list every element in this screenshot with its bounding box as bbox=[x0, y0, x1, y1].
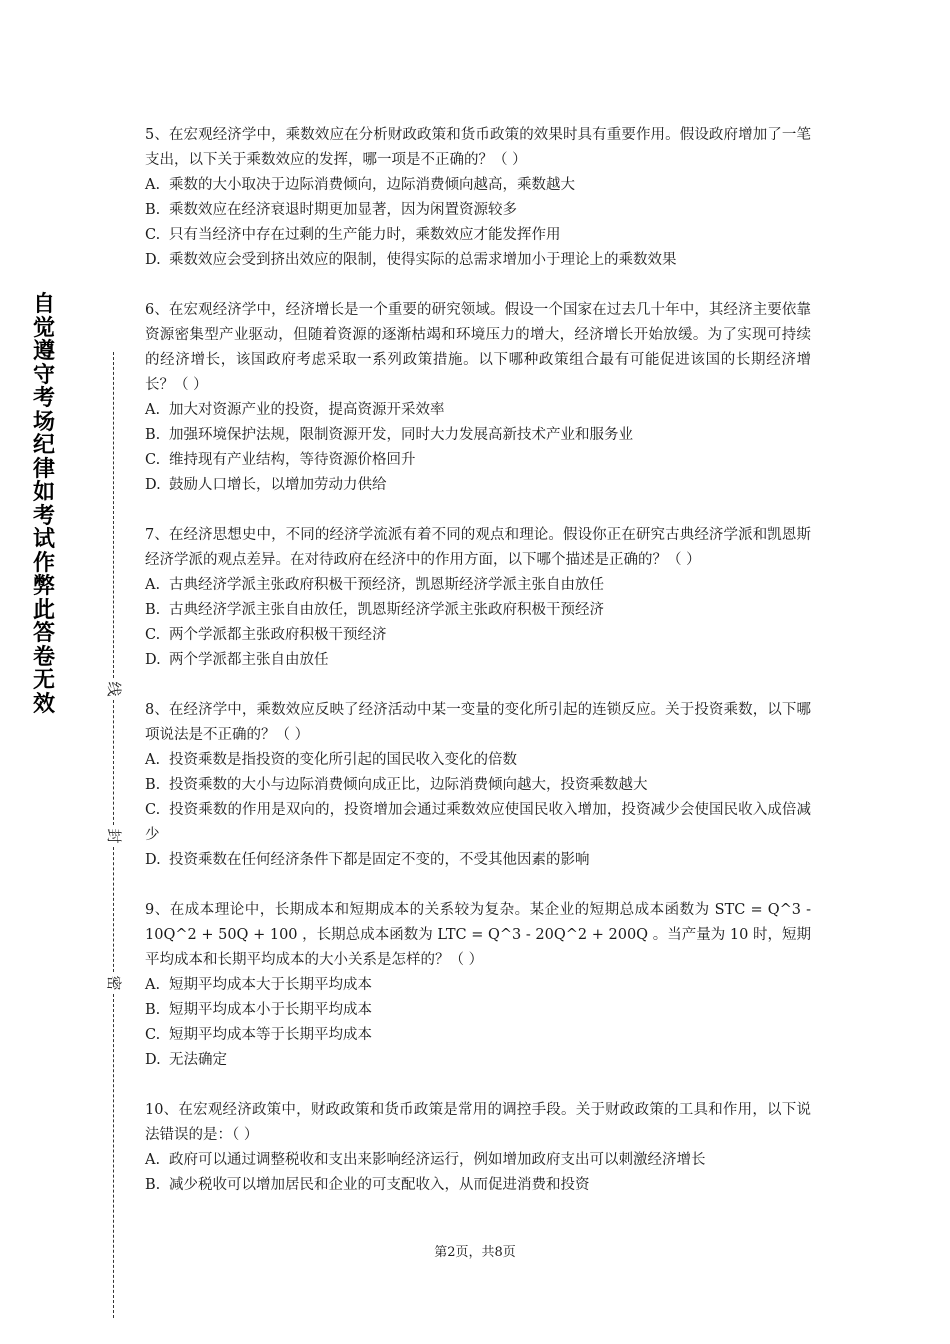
option-text: 两个学派都主张自由放任 bbox=[169, 652, 329, 668]
seal-mark-line: 线 bbox=[103, 679, 125, 699]
option-text: 鼓励人口增长，以增加劳动力供给 bbox=[169, 477, 387, 493]
option-text: 乘数效应会受到挤出效应的限制，使得实际的总需求增加小于理论上的乘数效果 bbox=[169, 252, 677, 268]
option-text: 无法确定 bbox=[169, 1052, 227, 1068]
option-text: 乘数效应在经济衰退时期更加显著，因为闲置资源较多 bbox=[169, 202, 517, 218]
question-6 bbox=[145, 298, 811, 498]
option-text: 投资乘数在任何经济条件下都是固定不变的，不受其他因素的影响 bbox=[169, 852, 590, 868]
question-stem: 6、在宏观经济学中，经济增长是一个重要的研究领域。假设一个国家在过去几十年中，其经济主要依靠资源密集型产业驱动，但随着资源的逐渐枯竭和环境压力的增大，经济增长开始放缓。为了实现可持续的经济增长，该国政府考虑采取一系列政策措施。以下哪种政策组合最有可能促进该国的长期经济增长？（ ） bbox=[145, 302, 811, 393]
option-label: D. bbox=[145, 852, 161, 868]
question-8 bbox=[145, 698, 811, 873]
binding-dashed-line bbox=[113, 847, 114, 972]
binding-dashed-line bbox=[113, 700, 114, 825]
option-label: C. bbox=[145, 227, 161, 243]
option-label: B. bbox=[145, 427, 161, 443]
option-label: A. bbox=[145, 577, 161, 593]
exam-discipline-warning: 自觉遵守考场纪律如考试作弊此答卷无效 bbox=[32, 292, 55, 717]
option-d bbox=[145, 248, 811, 273]
option-label: B. bbox=[145, 1177, 161, 1193]
option-d bbox=[145, 848, 811, 873]
option-text: 减少税收可以增加居民和企业的可支配收入，从而促进消费和投资 bbox=[169, 1177, 590, 1193]
option-b bbox=[145, 598, 811, 623]
option-text: 投资乘数的作用是双向的，投资增加会通过乘数效应使国民收入增加，投资减少会使国民收入成倍减少 bbox=[145, 802, 811, 843]
option-c bbox=[145, 798, 811, 848]
binding-dashed-line bbox=[113, 994, 114, 1318]
option-label: C. bbox=[145, 1027, 161, 1043]
option-text: 两个学派都主张政府积极干预经济 bbox=[169, 627, 387, 643]
option-b bbox=[145, 773, 811, 798]
question-list bbox=[145, 123, 811, 1223]
option-label: D. bbox=[145, 252, 161, 268]
option-a bbox=[145, 173, 811, 198]
option-label: B. bbox=[145, 202, 161, 218]
option-label: A. bbox=[145, 752, 161, 768]
option-text: 只有当经济中存在过剩的生产能力时，乘数效应才能发挥作用 bbox=[169, 227, 561, 243]
option-c bbox=[145, 1023, 811, 1048]
option-text: 加强环境保护法规，限制资源开发，同时大力发展高新技术产业和服务业 bbox=[169, 427, 633, 443]
option-text: 加大对资源产业的投资，提高资源开采效率 bbox=[169, 402, 445, 418]
option-label: B. bbox=[145, 777, 161, 793]
option-label: C. bbox=[145, 627, 161, 643]
question-stem: 10、在宏观经济政策中，财政政策和货币政策是常用的调控手段。关于财政政策的工具和作用，以下说法错误的是：（ ） bbox=[145, 1102, 811, 1143]
option-label: A. bbox=[145, 977, 161, 993]
option-label: A. bbox=[145, 402, 161, 418]
option-b bbox=[145, 998, 811, 1023]
question-stem: 5、在宏观经济学中，乘数效应在分析财政政策和货币政策的效果时具有重要作用。假设政府增加了一笔支出，以下关于乘数效应的发挥，哪一项是不正确的？（ ） bbox=[145, 127, 811, 168]
question-7 bbox=[145, 523, 811, 673]
option-text: 短期平均成本等于长期平均成本 bbox=[169, 1027, 372, 1043]
option-d bbox=[145, 648, 811, 673]
option-a bbox=[145, 973, 811, 998]
option-text: 短期平均成本小于长期平均成本 bbox=[169, 1002, 372, 1018]
question-10 bbox=[145, 1098, 811, 1198]
binding-dashed-line bbox=[113, 352, 114, 678]
option-text: 投资乘数的大小与边际消费倾向成正比，边际消费倾向越大，投资乘数越大 bbox=[169, 777, 648, 793]
option-a bbox=[145, 573, 811, 598]
option-b bbox=[145, 1173, 811, 1198]
option-label: B. bbox=[145, 1002, 161, 1018]
question-9 bbox=[145, 898, 811, 1073]
option-a bbox=[145, 398, 811, 423]
option-text: 短期平均成本大于长期平均成本 bbox=[169, 977, 372, 993]
option-text: 投资乘数是指投资的变化所引起的国民收入变化的倍数 bbox=[169, 752, 517, 768]
question-stem: 8、在经济学中，乘数效应反映了经济活动中某一变量的变化所引起的连锁反应。关于投资乘数，以下哪项说法是不正确的？（ ） bbox=[145, 702, 811, 743]
option-a bbox=[145, 1148, 811, 1173]
option-a bbox=[145, 748, 811, 773]
option-text: 政府可以通过调整税收和支出来影响经济运行，例如增加政府支出可以刺激经济增长 bbox=[169, 1152, 706, 1168]
option-b bbox=[145, 423, 811, 448]
page-number: 第2页，共8页 bbox=[434, 1245, 516, 1260]
option-label: D. bbox=[145, 477, 161, 493]
option-label: A. bbox=[145, 1152, 161, 1168]
option-c bbox=[145, 623, 811, 648]
option-label: B. bbox=[145, 602, 161, 618]
question-5 bbox=[145, 123, 811, 273]
seal-mark-secret: 密 bbox=[103, 973, 125, 993]
option-label: D. bbox=[145, 1052, 161, 1068]
option-d bbox=[145, 473, 811, 498]
option-label: A. bbox=[145, 177, 161, 193]
option-c bbox=[145, 448, 811, 473]
option-text: 维持现有产业结构，等待资源价格回升 bbox=[169, 452, 416, 468]
option-b bbox=[145, 198, 811, 223]
option-text: 乘数的大小取决于边际消费倾向，边际消费倾向越高，乘数越大 bbox=[169, 177, 575, 193]
seal-mark-seal: 封 bbox=[103, 826, 125, 846]
question-stem: 9、在成本理论中，长期成本和短期成本的关系较为复杂。某企业的短期总成本函数为 STC = Q^3 - 10Q^2 + 50Q + 100 ，长期总成本函数为 LTC = Q^3 - 20Q^2 + 200Q 。当产量为 10 时，短期平均成本和长期平均成本的大小关系是怎样的？（ ） bbox=[145, 902, 811, 968]
option-label: C. bbox=[145, 802, 161, 818]
option-text: 古典经济学派主张政府积极干预经济，凯恩斯经济学派主张自由放任 bbox=[169, 577, 604, 593]
option-c bbox=[145, 223, 811, 248]
option-label: D. bbox=[145, 652, 161, 668]
question-stem: 7、在经济思想史中，不同的经济学流派有着不同的观点和理论。假设你正在研究古典经济学派和凯恩斯经济学派的观点差异。在对待政府在经济中的作用方面，以下哪个描述是正确的？（ ） bbox=[145, 527, 811, 568]
option-d bbox=[145, 1048, 811, 1073]
option-text: 古典经济学派主张自由放任，凯恩斯经济学派主张政府积极干预经济 bbox=[169, 602, 604, 618]
option-label: C. bbox=[145, 452, 161, 468]
